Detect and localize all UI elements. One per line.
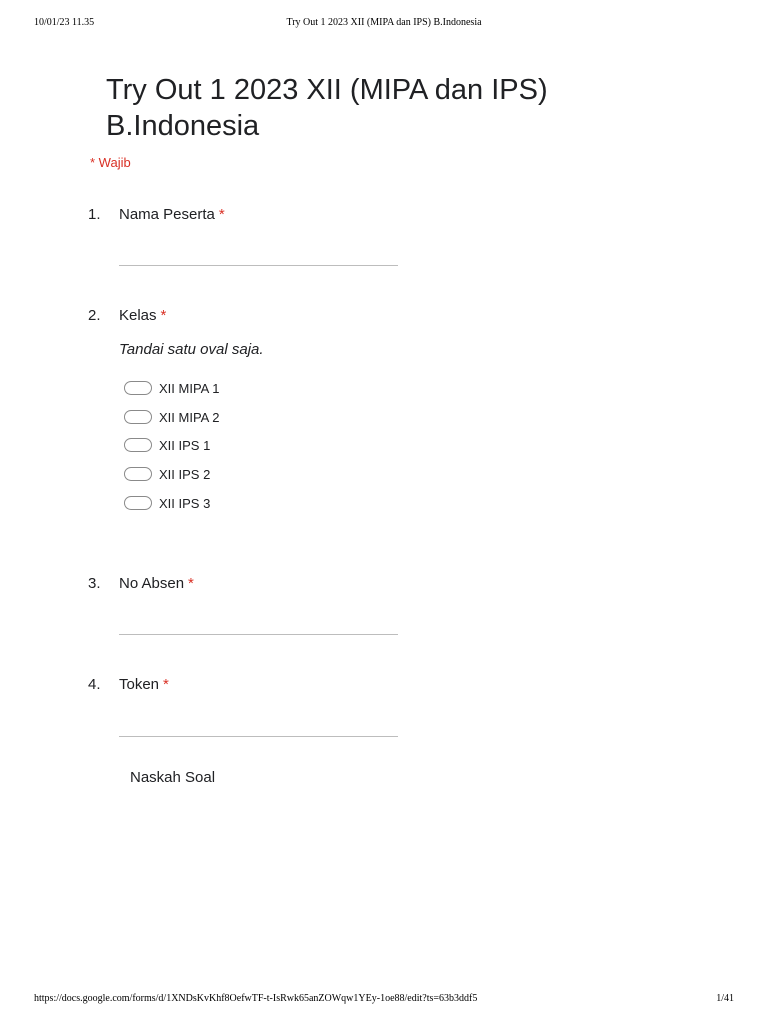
question-number: 2. xyxy=(88,307,101,324)
option-label: XII IPS 2 xyxy=(159,466,211,482)
print-datetime: 10/01/23 11.35 xyxy=(34,17,95,28)
question-title xyxy=(119,206,225,223)
option-xii-ips-2[interactable] xyxy=(124,465,210,483)
radio-oval[interactable] xyxy=(124,381,152,395)
question-title-text: Nama Peserta xyxy=(119,206,215,223)
question-title xyxy=(119,575,194,592)
question-number: 4. xyxy=(88,676,101,693)
option-label: XII MIPA 2 xyxy=(159,409,220,425)
option-label: XII MIPA 1 xyxy=(159,380,220,396)
radio-oval[interactable] xyxy=(124,410,152,424)
form-title: Try Out 1 2023 XII (MIPA dan IPS) B.Indonesia xyxy=(106,74,548,142)
required-star: * xyxy=(160,307,167,324)
option-label: XII IPS 1 xyxy=(159,437,211,453)
option-xii-ips-3[interactable] xyxy=(124,494,210,512)
no-absen-input[interactable] xyxy=(119,634,398,635)
print-footer xyxy=(0,993,768,1007)
radio-oval[interactable] xyxy=(124,467,152,481)
option-xii-ips-1[interactable] xyxy=(124,436,210,454)
radio-oval[interactable] xyxy=(124,496,152,510)
question-title-text: No Absen xyxy=(119,575,185,592)
nama-peserta-input[interactable] xyxy=(119,265,398,266)
print-page-number: 1/41 xyxy=(716,993,734,1004)
option-xii-mipa-2[interactable] xyxy=(124,408,219,426)
option-xii-mipa-1[interactable] xyxy=(124,379,219,397)
required-note: * Wajib xyxy=(90,155,131,170)
question-number: 1. xyxy=(88,206,101,223)
question-title-text: Token xyxy=(119,676,160,693)
question-title xyxy=(119,307,166,324)
question-number: 3. xyxy=(88,575,101,592)
required-star: * xyxy=(163,676,169,693)
required-star: * xyxy=(188,575,194,592)
required-star: * xyxy=(218,206,225,223)
token-input[interactable] xyxy=(119,736,398,737)
print-url: https://docs.google.com/forms/d/1XNDsKvKhf8OefwTF-t-IsRwk65anZOWqw1YEy-1oe88/edit?ts=63b3ddf5 xyxy=(34,993,478,1004)
radio-oval[interactable] xyxy=(124,438,152,452)
question-title xyxy=(119,676,169,693)
print-header xyxy=(0,17,768,31)
question-instruction: Tandai satu oval saja. xyxy=(119,341,264,358)
question-title-text: Kelas xyxy=(119,307,157,324)
section-title: Naskah Soal xyxy=(130,769,216,786)
option-label: XII IPS 3 xyxy=(159,495,211,511)
print-doc-title: Try Out 1 2023 XII (MIPA dan IPS) B.Indonesia xyxy=(286,17,482,28)
